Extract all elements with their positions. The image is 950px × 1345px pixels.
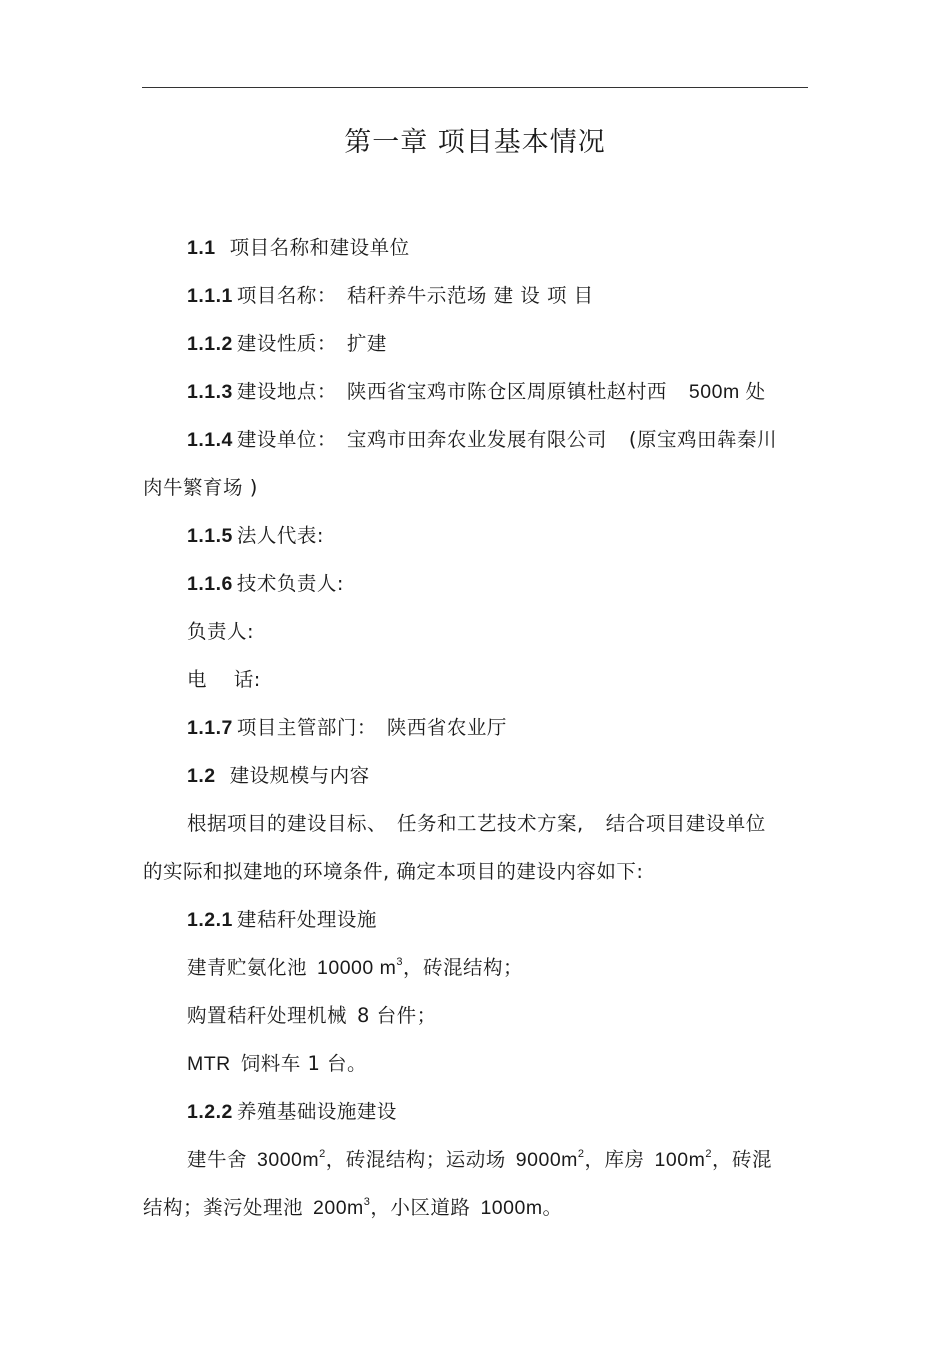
paragraph-text: 结合项目建设单位 <box>605 812 766 835</box>
unit-exponent: 3 <box>363 1196 371 1208</box>
item-text: 购置秸秆处理机械 <box>187 1004 348 1027</box>
field-label: 建设地点： <box>236 380 337 403</box>
unit-exponent: 2 <box>577 1148 585 1160</box>
unit-exponent: 2 <box>705 1148 712 1160</box>
section-number: 1.2.1 <box>187 909 233 931</box>
item-quantity: 10000 m <box>317 957 397 979</box>
field-value-distance: 500m 处 <box>688 381 766 403</box>
responsible-label: 负责人: <box>187 620 255 643</box>
paragraph-intro <box>187 810 766 838</box>
section-1-2-2 <box>187 1098 397 1126</box>
section-number: 1.1.6 <box>187 573 233 595</box>
section-1-1-6 <box>187 570 344 598</box>
unit-exponent: 2 <box>319 1148 326 1160</box>
unit-exponent: 3 <box>396 956 404 968</box>
chapter-title: 第一章 项目基本情况 <box>344 127 606 158</box>
field-label: 技术负责人: <box>236 572 344 595</box>
item-text: 建青贮氨化池 <box>187 956 308 979</box>
paragraph-intro-continuation: 的实际和拟建地的环境条件, 确定本项目的建设内容如下: <box>143 860 644 883</box>
list-item <box>187 1050 367 1078</box>
section-1-2 <box>187 762 370 790</box>
section-1-1 <box>187 234 410 262</box>
item-quantity: 1000m。 <box>480 1197 563 1219</box>
item-quantity: 8 台件； <box>357 1004 437 1027</box>
section-1-1-5 <box>187 522 324 550</box>
item-text: ，小区道路 <box>370 1196 471 1219</box>
item-text: MTR <box>187 1053 231 1075</box>
item-text: ，砖混 <box>711 1148 772 1171</box>
field-value-former-name: (原宝鸡田犇秦川 <box>628 428 778 451</box>
field-label: 建设性质： <box>236 332 337 355</box>
section-number: 1.1.3 <box>187 381 233 403</box>
item-text: ，砖混结构；运动场 <box>325 1148 506 1171</box>
section-1-1-2 <box>187 330 387 358</box>
section-number: 1.1.2 <box>187 333 233 355</box>
list-item-continuation <box>143 1194 563 1222</box>
section-heading: 建秸秆处理设施 <box>236 908 377 931</box>
section-1-1-7 <box>187 714 507 742</box>
item-text: 饲料车 1 台。 <box>240 1052 368 1075</box>
section-number: 1.1.1 <box>187 285 233 307</box>
paragraph-text: 任务和工艺技术方案, <box>397 812 584 835</box>
field-value: 宝鸡市田奔农业发展有限公司 <box>346 428 607 451</box>
section-heading: 建设规模与内容 <box>229 764 370 787</box>
field-label: 项目主管部门： <box>236 716 377 739</box>
field-value: 秸秆养牛示范场 建 设 项 目 <box>346 284 594 307</box>
field-label: 项目名称： <box>236 284 337 307</box>
section-heading: 项目名称和建设单位 <box>229 236 410 259</box>
section-number: 1.1.5 <box>187 525 233 547</box>
section-heading: 养殖基础设施建设 <box>236 1100 397 1123</box>
section-1-1-1 <box>187 282 594 310</box>
section-number: 1.2.2 <box>187 1101 233 1123</box>
list-item <box>187 1002 437 1030</box>
field-value: 陕西省宝鸡市陈仓区周原镇杜赵村西 <box>346 380 667 403</box>
section-1-1-4-continuation: 肉牛繁育场 ) <box>143 476 258 499</box>
item-text: ，砖混结构； <box>403 956 524 979</box>
section-number: 1.1 <box>187 237 216 259</box>
section-1-1-4 <box>187 426 777 454</box>
field-value: 陕西省农业厅 <box>386 716 507 739</box>
field-label: 建设单位： <box>236 428 337 451</box>
field-value: 扩建 <box>346 332 387 355</box>
header-rule <box>142 87 808 88</box>
section-1-2-1 <box>187 906 377 934</box>
phone-label: 电 话: <box>187 668 261 691</box>
section-number: 1.1.4 <box>187 429 233 451</box>
section-number: 1.2 <box>187 765 216 787</box>
item-quantity: 100m <box>654 1149 706 1171</box>
field-label: 法人代表: <box>236 524 324 547</box>
paragraph-text: 根据项目的建设目标、 <box>187 812 388 835</box>
section-number: 1.1.7 <box>187 717 233 739</box>
list-item <box>187 954 523 982</box>
item-quantity: 9000m <box>515 1149 578 1171</box>
item-text: 建牛舍 <box>187 1148 248 1171</box>
section-1-1-3 <box>187 378 766 406</box>
list-item <box>187 1146 772 1174</box>
item-text: ，库房 <box>584 1148 645 1171</box>
item-quantity: 3000m <box>257 1149 320 1171</box>
item-text: 结构；粪污处理池 <box>143 1196 304 1219</box>
item-quantity: 200m <box>313 1197 364 1219</box>
